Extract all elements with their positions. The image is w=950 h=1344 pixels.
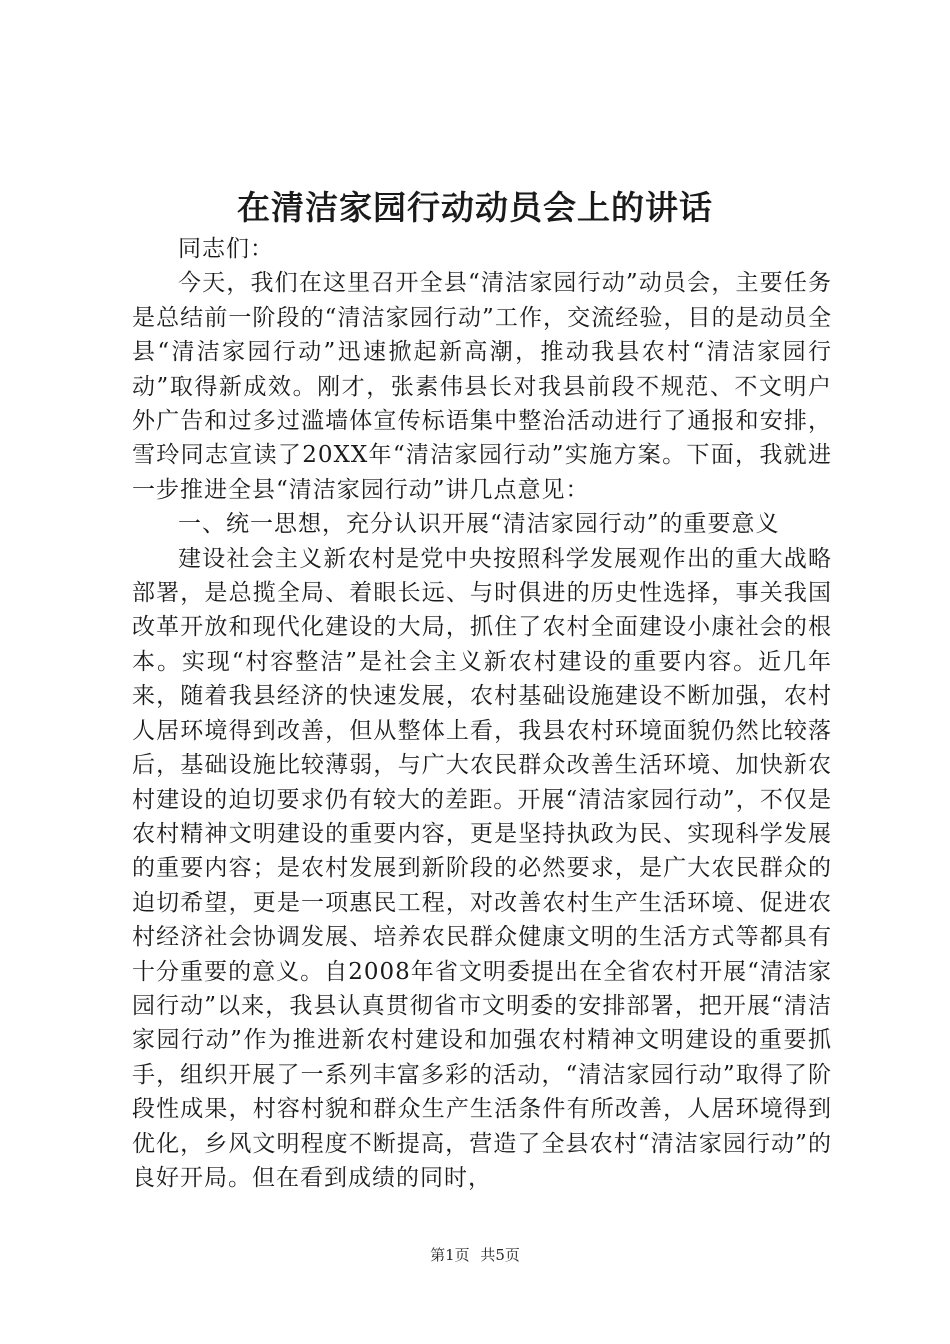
paragraph-section-1: 建设社会主义新农村是党中央按照科学发展观作出的重大战略部署，是总揽全局、着眼长远、与时俱进的历史性选择，事关我国改革开放和现代化建设的大局，抓住了农村全面建设小康社会的根本。实现“村容整洁”是社会主义新农村建设的重要内容。近几年来，随着我县经济的快速发展，农村基础设施建设不断加强，农村人居环境得到改善，但从整体上看，我县农村环境面貌仍然比较落后，基础设施比较薄弱，与广大农民群众改善生活环境、加快新农村建设的迫切要求仍有较大的差距。开展“清洁家园行动”，不仅是农村精神文明建设的重要内容，更是坚持执政为民、实现科学发展的重要内容；是农村发展到新阶段的必然要求，是广大农民群众的迫切希望，更是一项惠民工程，对改善农村生产生活环境、促进农村经济社会协调发展、培养农民群众健康文明的生活方式等都具有十分重要的意义。自2008年省文明委提出在全省农村开展“清洁家园行动”以来，我县认真贯彻省市文明委的安排部署，把开展“清洁家园行动”作为推进新农村建设和加强农村精神文明建设的重要抓手，组织开展了一系列丰富多彩的活动，“清洁家园行动”取得了阶段性成果，村容村貌和群众生产生活条件有所改善，人居环境得到优化，乡风文明程度不断提高，营造了全县农村“清洁家园行动”的良好开局。但在看到成绩的同时， xyxy=(132,545,832,1191)
page-total: 共5页 xyxy=(480,1246,520,1264)
page-number: 第1页 xyxy=(430,1246,470,1264)
section-heading-1: 一、统一思想，充分认识开展“清洁家园行动”的重要意义 xyxy=(178,511,780,538)
salutation: 同志们： xyxy=(178,236,274,262)
document-body xyxy=(132,232,832,1195)
document-title: 在清洁家园行动动员会上的讲话 xyxy=(237,188,713,227)
page-footer xyxy=(0,1244,950,1266)
paragraph-intro: 今天，我们在这里召开全县“清洁家园行动”动员会，主要任务是总结前一阶段的“清洁家园行动”工作，交流经验，目的是动员全县“清洁家园行动”迅速掀起新高潮，推动我县农村“清洁家园行动”取得新成效。刚才，张素伟县长对我县前段不规范、不文明户外广告和过多过滥墙体宣传标语集中整治活动进行了通报和安排，雪玲同志宣读了20XX年“清洁家园行动”实施方案。下面，我就进一步推进全县“清洁家园行动”讲几点意见： xyxy=(132,270,832,503)
